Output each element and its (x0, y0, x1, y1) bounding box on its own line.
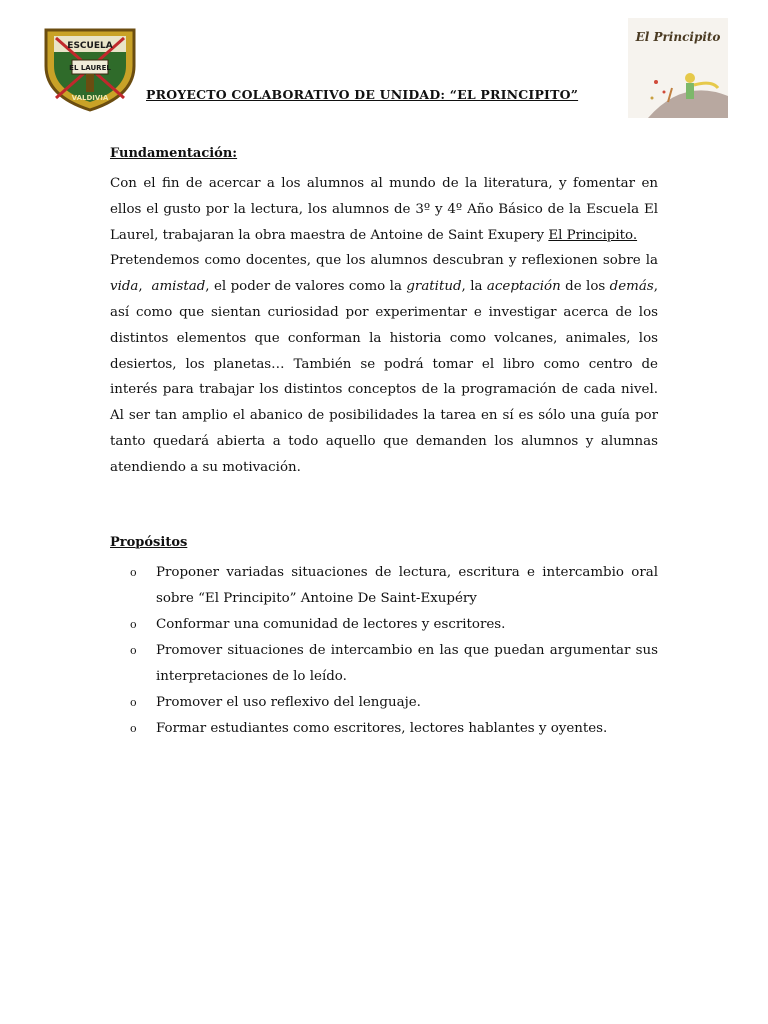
fundamentacion-heading: Fundamentación: (110, 146, 238, 161)
list-item (130, 716, 658, 742)
list-item (130, 638, 658, 690)
fundamentacion-body (110, 171, 658, 481)
propositos-list (130, 560, 658, 742)
list-item (130, 612, 658, 638)
crest-text-mid: EL LAUREL (69, 64, 111, 72)
book-cover-title: El Principito (635, 30, 721, 44)
paragraph-1-text: Con el fin de acercar a los alumnos al mundo de la literatura, y fomentar en ellos el gusto por la lectura, los alumnos de 3º y 4º Año Básico de la Escuela El Laurel, trabajaran la obra maestra de Antoine de Saint Exupery (110, 176, 658, 243)
p2-text-c: , el poder de valores como la (205, 279, 407, 295)
p2-text-e: de los (560, 279, 610, 295)
list-item-text: Promover el uso reflexivo del lenguaje. (156, 695, 421, 710)
list-item-text: Formar estudiantes como escritores, lectores hablantes y oyentes. (156, 721, 608, 736)
p2-text-a: Pretendemos como docentes, que los alumnos descubran y reflexionen sobre la (110, 253, 658, 269)
bullet-icon: o (130, 644, 137, 657)
bullet-icon: o (130, 618, 137, 631)
p2-aceptacion: aceptación (486, 279, 561, 295)
p2-gratitud: gratitud (406, 279, 462, 295)
p2-text-f: , así como que sientan curiosidad por experimentar e investigar acerca de los distintos elementos que conforman la historia como volcanes, animales, los desiertos, los planetas… También se podrá tomar el libro como centro de interés para trabajar los distintos conceptos de la programación de cada nivel. Al ser tan amplio el abanico de posibilidades la tarea en sí es sólo una guía por tanto quedará abierta a todo aquello que demanden los alumnos y alumnas atendiendo a su motivación. (110, 279, 658, 475)
page-title: PROYECTO COLABORATIVO DE UNIDAD: “EL PRINCIPITO” (146, 87, 579, 102)
crest-text-top: ESCUELA (67, 41, 113, 51)
p2-demas: demás (609, 279, 654, 295)
fundamentacion-paragraph-1 (110, 171, 658, 248)
list-item-text: Proponer variadas situaciones de lectura, escritura e intercambio oral sobre “El Principito” Antoine De Saint-Exupéry (156, 565, 658, 606)
school-crest-icon (42, 26, 138, 112)
fundamentacion-paragraph-2 (110, 248, 658, 480)
book-title-underlined: El Principito. (548, 227, 638, 243)
list-item (130, 560, 658, 612)
bullet-icon: o (130, 566, 137, 579)
book-cover-image (628, 18, 728, 118)
crest-text-bottom: VALDIVIA (71, 94, 109, 102)
propositos-heading: Propósitos (110, 535, 188, 550)
list-item (130, 690, 658, 716)
p2-amistad: amistad (151, 279, 206, 295)
school-crest-logo (42, 26, 138, 112)
p2-text-b: , (138, 279, 152, 295)
list-item-text: Promover situaciones de intercambio en las que puedan argumentar sus interpretaciones de lo leído. (156, 643, 658, 684)
bullet-icon: o (130, 696, 137, 709)
p2-vida: vida (110, 279, 139, 295)
p2-text-d: , la (461, 279, 487, 295)
list-item-text: Conformar una comunidad de lectores y escritores. (156, 617, 506, 632)
bullet-icon: o (130, 722, 137, 735)
